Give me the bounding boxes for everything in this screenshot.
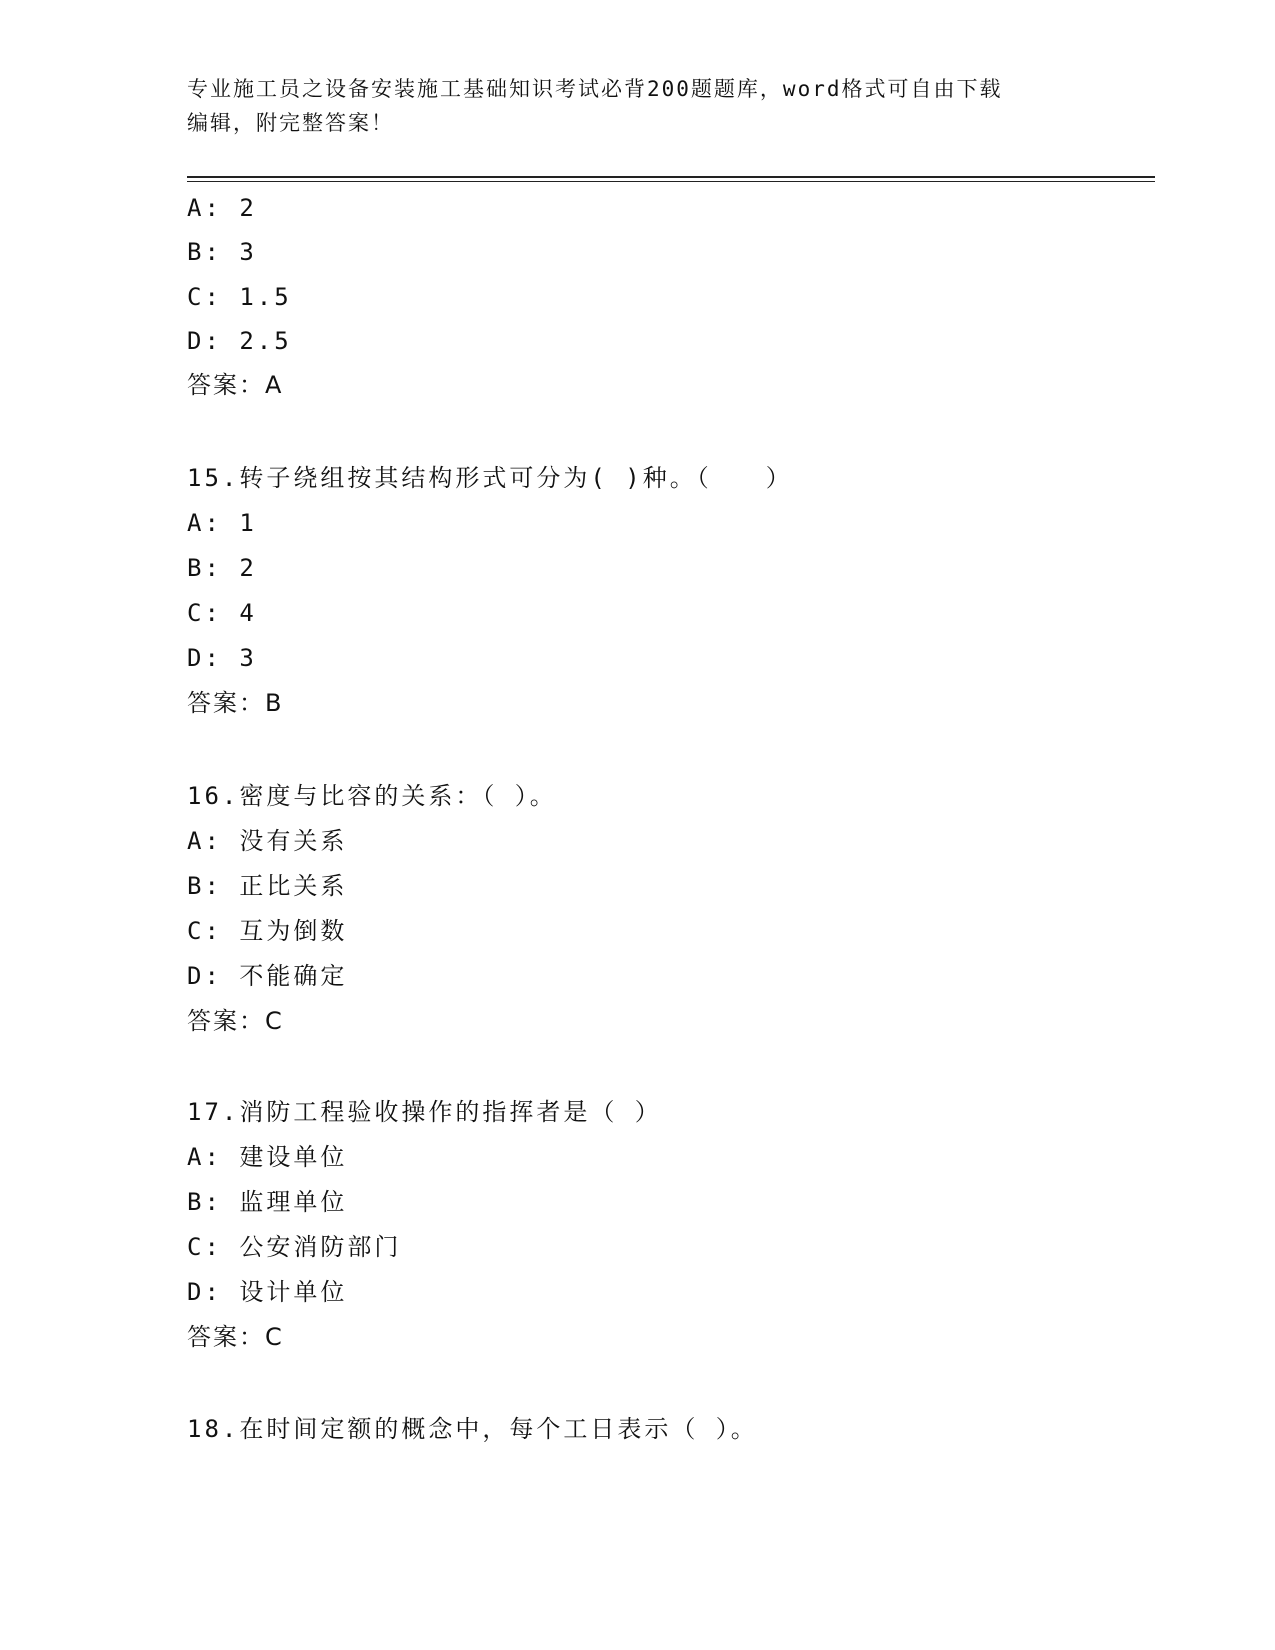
q16-stem: 16.密度与比容的关系：（ ）。 bbox=[187, 782, 557, 810]
q14-option-b: B: 3 bbox=[187, 238, 257, 266]
header-line-1: 专业施工员之设备安装施工基础知识考试必背200题题库，word格式可自由下载 bbox=[187, 77, 1003, 101]
q17-stem: 17.消防工程验收操作的指挥者是（ ） bbox=[187, 1098, 662, 1126]
q15-option-d: D: 3 bbox=[187, 644, 257, 672]
q15-option-a: A: 1 bbox=[187, 509, 257, 537]
q14-option-a: A: 2 bbox=[187, 194, 257, 222]
q17-option-d: D: 设计单位 bbox=[187, 1278, 348, 1306]
q17-answer: 答案：C bbox=[187, 1323, 284, 1351]
q16-answer: 答案：C bbox=[187, 1007, 284, 1035]
q14-option-c: C: 1.5 bbox=[187, 283, 292, 311]
q15-answer: 答案：B bbox=[187, 689, 284, 717]
q15-option-b: B: 2 bbox=[187, 554, 257, 582]
q15-option-c: C: 4 bbox=[187, 599, 257, 627]
header-divider-thin bbox=[187, 181, 1155, 182]
header-line-2: 编辑，附完整答案！ bbox=[187, 111, 394, 135]
q17-option-c: C: 公安消防部门 bbox=[187, 1233, 402, 1261]
header-divider-thick bbox=[187, 176, 1155, 178]
document-header bbox=[187, 72, 1087, 140]
q15-stem: 15.转子绕组按其结构形式可分为( )种。（ ） bbox=[187, 464, 793, 492]
q16-option-b: B: 正比关系 bbox=[187, 872, 348, 900]
q16-option-d: D: 不能确定 bbox=[187, 962, 348, 990]
q16-option-c: C: 互为倒数 bbox=[187, 917, 348, 945]
q17-option-b: B: 监理单位 bbox=[187, 1188, 348, 1216]
q14-answer: 答案：A bbox=[187, 371, 284, 399]
q18-stem: 18.在时间定额的概念中，每个工日表示（ ）。 bbox=[187, 1415, 758, 1443]
q16-option-a: A: 没有关系 bbox=[187, 827, 348, 855]
q17-option-a: A: 建设单位 bbox=[187, 1143, 348, 1171]
q14-option-d: D: 2.5 bbox=[187, 327, 292, 355]
